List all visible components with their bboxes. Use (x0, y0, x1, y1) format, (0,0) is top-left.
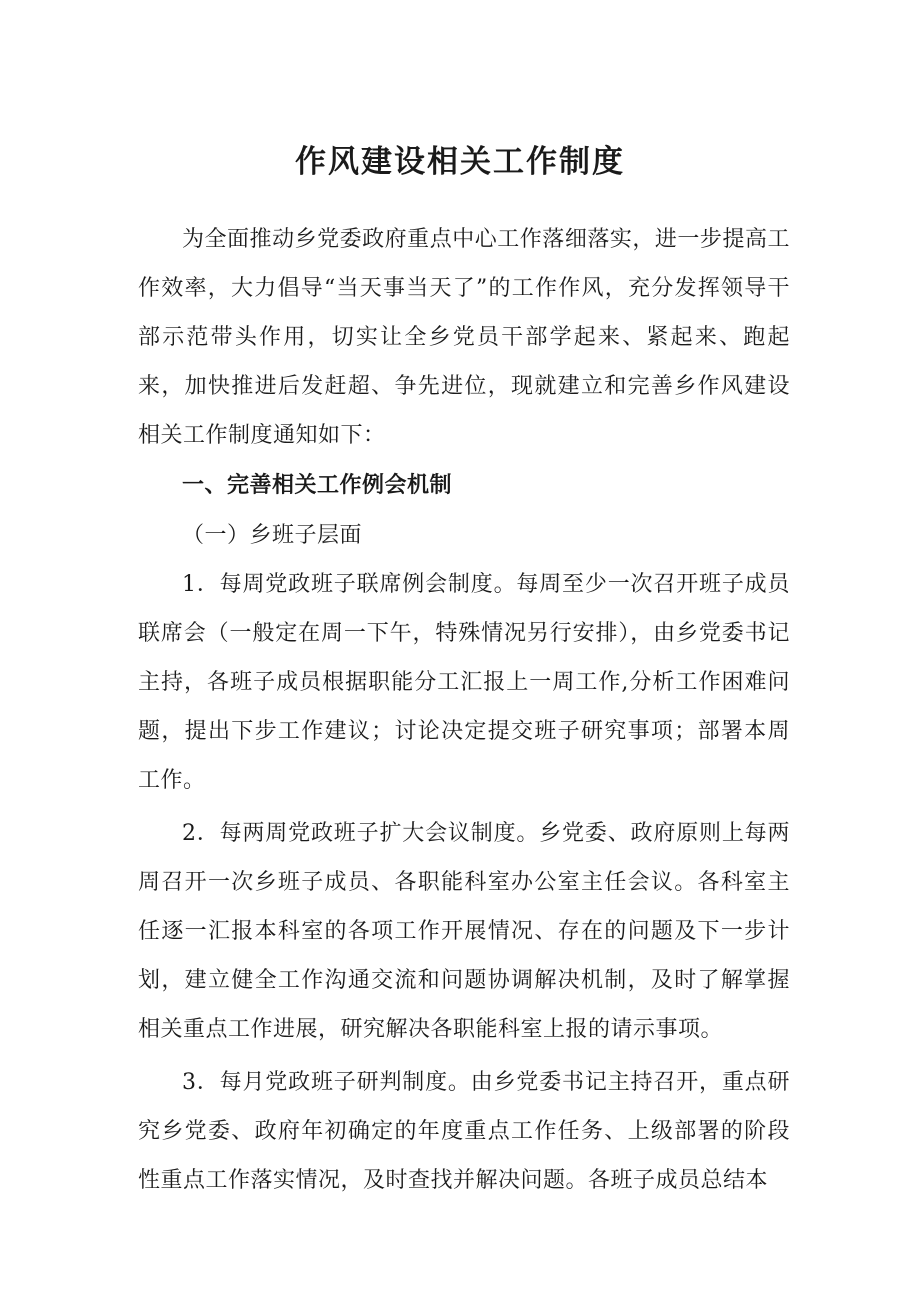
document-title: 作风建设相关工作制度 (295, 144, 625, 180)
intro-paragraph: 为全面推动乡党委政府重点中心工作落细落实，进一步提高工作效率，大力倡导“当天事当天了”的工作作风，充分发挥领导干部示范带头作用，切实让全乡党员干部学起来、紧起来、跑起来，加快推进后发赶超、争先进位，现就建立和完善乡作风建设相关工作制度通知如下： (138, 227, 790, 448)
document-body (138, 215, 790, 1209)
list-item-3: 3．每月党政班子研判制度。由乡党委书记主持召开，重点研究乡党委、政府年初确定的年度重点工作任务、上级部署的阶段性重点工作落实情况，及时查找并解决问题。各班子成员总结本 (138, 1070, 790, 1193)
section-heading-1: 一、完善相关工作例会机制 (182, 473, 453, 498)
sub-heading-1: （一）乡班子层面 (182, 523, 363, 548)
list-item-1: 1．每周党政班子联席例会制度。每周至少一次召开班子成员联席会（一般定在周一下午，特殊情况另行安排），由乡党委书记主持，各班子成员根据职能分工汇报上一周工作,分析工作困难问题，提出下步工作建议；讨论决定提交班子研究事项；部署本周工作。 (138, 572, 790, 793)
list-item-2: 2．每两周党政班子扩大会议制度。乡党委、政府原则上每两周召开一次乡班子成员、各职能科室办公室主任会议。各科室主任逐一汇报本科室的各项工作开展情况、存在的问题及下一步计划，建立健全工作沟通交流和问题协调解决机制，及时了解掌握相关重点工作进展，研究解决各职能科室上报的请示事项。 (138, 821, 790, 1042)
